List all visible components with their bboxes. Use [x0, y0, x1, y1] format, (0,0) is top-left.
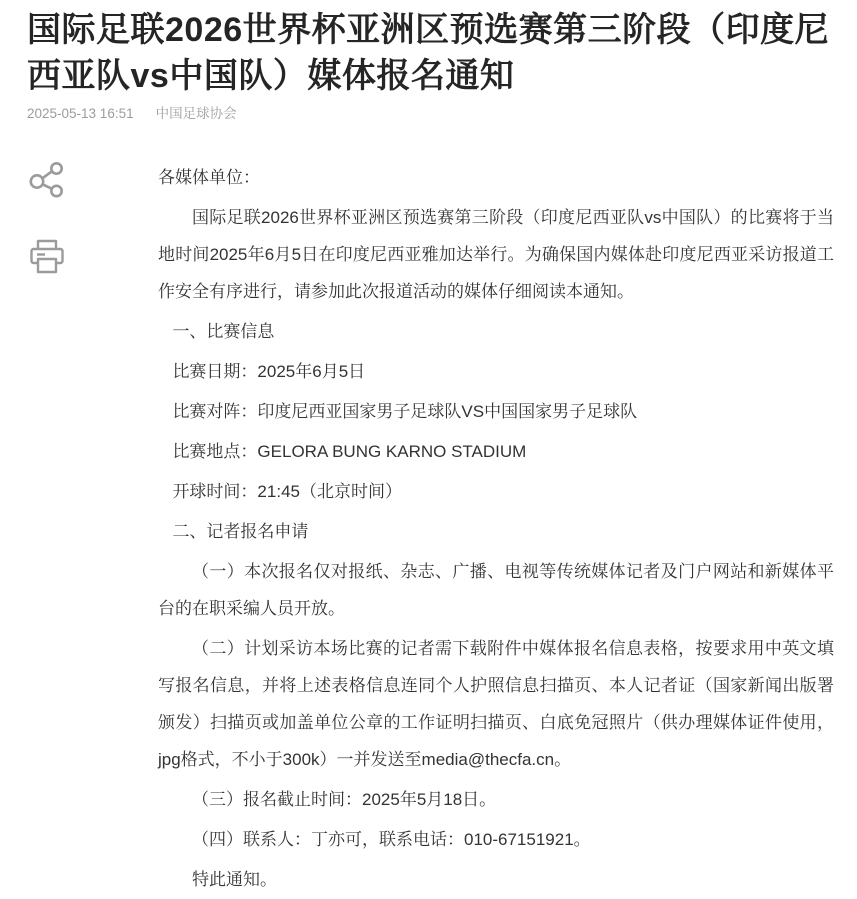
registration-item-3: （三）报名截止时间：2025年5月18日。: [192, 790, 497, 809]
kickoff-time-line: 开球时间：21:45（北京时间）: [172, 482, 402, 501]
registration-item-4: （四）联系人：丁亦可，联系电话：010-67151921。: [192, 830, 591, 849]
article-source: 中国足球协会: [155, 106, 237, 121]
printer-icon: [28, 238, 66, 276]
registration-item-1: （一）本次报名仅对报纸、杂志、广播、电视等传统媒体记者及门户网站和新媒体平台的在职采编人员开放。: [158, 562, 834, 618]
share-button[interactable]: [28, 161, 66, 199]
salutation: 各媒体单位：: [158, 168, 260, 187]
article-meta: [27, 105, 832, 123]
section-heading-2: 二、记者报名申请: [172, 522, 309, 541]
publish-timestamp: 2025-05-13 16:51: [27, 106, 134, 121]
match-venue-line: 比赛地点：GELORA BUNG KARNO STADIUM: [172, 442, 527, 461]
closing-line: 特此通知。: [192, 870, 277, 889]
registration-item-2: （二）计划采访本场比赛的记者需下载附件中媒体报名信息表格，按要求用中英文填写报名信息，并将上述表格信息连同个人护照信息扫描页、本人记者证（国家新闻出版署颁发）扫描页或加盖单位公章的工作证明扫描页、白底免冠照片（供办理媒体证件使用，jpg格式，不小于300k）一并发送至media@thecfa.cn。: [158, 639, 834, 769]
section-heading-1: 一、比赛信息: [172, 322, 275, 341]
article-content: [27, 159, 832, 898]
share-icon: [28, 161, 66, 199]
intro-paragraph: 国际足联2026世界杯亚洲区预选赛第三阶段（印度尼西亚队vs中国队）的比赛将于当地时间2025年6月5日在印度尼西亚雅加达举行。为确保国内媒体赴印度尼西亚采访报道工作安全有序进行，请参加此次报道活动的媒体仔细阅读本通知。: [158, 208, 834, 301]
action-icon-rail: [28, 161, 66, 276]
page-title: 国际足联2026世界杯亚洲区预选赛第三阶段（印度尼西亚队vs中国队）媒体报名通知: [27, 11, 830, 95]
print-button[interactable]: [28, 238, 66, 276]
match-teams-line: 比赛对阵：印度尼西亚国家男子足球队VS中国国家男子足球队: [172, 402, 638, 421]
article-body: [158, 159, 834, 898]
match-date-line: 比赛日期：2025年6月5日: [172, 362, 366, 381]
